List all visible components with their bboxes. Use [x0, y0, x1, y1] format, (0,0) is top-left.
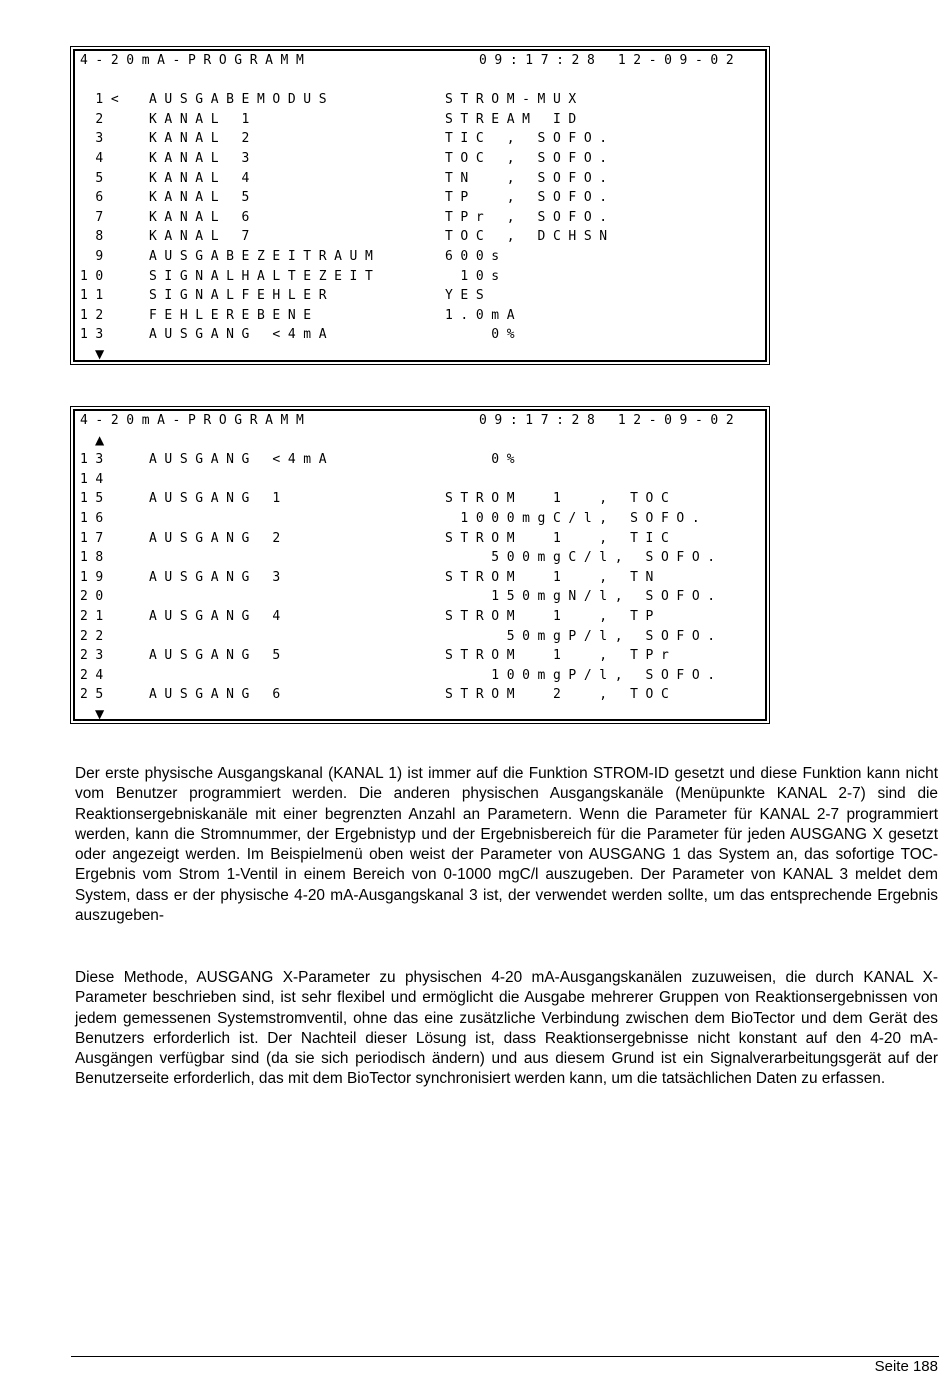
- screen-header: [75, 51, 765, 71]
- menu-row-number: 25: [80, 687, 111, 703]
- menu-row-value: STROM 1 , TPr: [445, 648, 677, 664]
- menu-row[interactable]: [75, 568, 765, 588]
- menu-row-value: 50mgP/l, SOFO.: [445, 628, 723, 644]
- menu-row-value: 600s: [445, 249, 507, 264]
- menu-row-number: 23: [80, 648, 111, 664]
- menu-row-value: 100mgP/l, SOFO.: [445, 667, 723, 683]
- menu-row-value: STROM 2 , TOC: [445, 687, 677, 703]
- menu-row-number: 14: [80, 471, 111, 487]
- menu-row-value: TP , SOFO.: [445, 190, 615, 206]
- menu-row[interactable]: [75, 607, 765, 627]
- menu-row-value: STROM 1 , TIC: [445, 530, 677, 546]
- menu-row-label: KANAL 2: [149, 131, 257, 147]
- menu-row-number: 2: [80, 111, 111, 127]
- menu-row-number: 20: [80, 589, 111, 605]
- menu-row[interactable]: [75, 227, 765, 247]
- footer-divider: [71, 1356, 939, 1357]
- menu-row-number: 12: [80, 307, 111, 323]
- menu-row-label: AUSGABEMODUS: [149, 92, 335, 108]
- menu-row[interactable]: [75, 267, 765, 287]
- menu-row[interactable]: [75, 208, 765, 228]
- menu-row-label: SIGNALFEHLER: [149, 288, 335, 304]
- screen-timestamp: 09:17:28 12-09-02: [479, 413, 742, 428]
- menu-row[interactable]: [75, 685, 765, 705]
- scroll-up-row: [75, 431, 765, 451]
- menu-row-value: STROM-MUX: [445, 92, 584, 108]
- menu-row-number: 5: [80, 170, 111, 186]
- menu-row-label: AUSGANG 5: [149, 648, 288, 664]
- menu-row-number: 22: [80, 628, 111, 644]
- menu-row[interactable]: [75, 306, 765, 326]
- menu-screen-1-frame: [73, 49, 767, 362]
- menu-row-value: 1000mgC/l, SOFO.: [445, 511, 708, 526]
- screen-title: 4-20mA-PROGRAMM: [80, 53, 312, 68]
- menu-row-number: 4: [80, 151, 111, 166]
- menu-row-value: STROM 1 , TN: [445, 569, 661, 585]
- menu-row-value: TOC , SOFO.: [445, 151, 615, 166]
- menu-row-value: TOC , DCHSN: [445, 229, 615, 245]
- menu-row[interactable]: [75, 450, 765, 470]
- menu-row[interactable]: [75, 129, 765, 149]
- menu-row[interactable]: [75, 169, 765, 189]
- screen-header: [75, 411, 765, 431]
- scroll-down-row: [75, 705, 765, 725]
- menu-row-value: TPr , SOFO.: [445, 209, 615, 225]
- menu-row-number: 3: [80, 131, 111, 147]
- menu-row[interactable]: [75, 90, 765, 110]
- menu-row-number: 1<: [80, 92, 127, 108]
- menu-row[interactable]: [75, 110, 765, 130]
- menu-screen-1: [70, 46, 770, 365]
- menu-row[interactable]: [75, 587, 765, 607]
- menu-row-label: FEHLEREBENE: [149, 307, 319, 323]
- page-number: Seite 188: [874, 1358, 938, 1375]
- body-paragraph-1: [75, 764, 938, 926]
- menu-row[interactable]: [75, 666, 765, 686]
- scroll-down-arrow-icon: ▼: [95, 347, 112, 361]
- menu-row-number: 18: [80, 550, 111, 566]
- menu-row-number: 15: [80, 491, 111, 507]
- menu-row-value: STROM 1 , TOC: [445, 491, 677, 507]
- menu-row-label: AUSGANG 1: [149, 491, 288, 507]
- menu-row[interactable]: [75, 627, 765, 647]
- paragraph-text: Diese Methode, AUSGANG X-Parameter zu physischen 4-20 mA-Ausgangskanälen zuzuweisen, die durch KANAL X-Parameter beschrieben sind, ist sehr flexibel und ermöglicht die Ausgabe mehrerer Gruppen von Reaktionsergebnissen von jedem gemessenen Systemstromventil, ohne das eine zusätzliche Verbindung zwischen dem BioTector und dem Gerät des Benutzers erforderlich ist. Der Nachteil dieser Lösung ist, dass Reaktionsergebnisse nicht konstant auf den 4-20 mA-Ausgängen verfügbar sind (da sie sich periodisch ändern) und aus diesem Grund ist ein Signalverarbeitungsgerät auf der Benutzerseite erforderlich, das mit dem BioTector synchronisiert werden kann, um die tatsächlichen Daten zu erfassen.: [75, 969, 938, 1088]
- menu-row-label: AUSGANG <4mA: [149, 452, 335, 468]
- menu-row-label: AUSGANG 2: [149, 530, 288, 546]
- screen-title: 4-20mA-PROGRAMM: [80, 413, 312, 428]
- menu-row-value: 10s: [445, 268, 507, 284]
- body-paragraph-2: [75, 968, 938, 1090]
- menu-row-label: AUSGANG <4mA: [149, 327, 335, 343]
- menu-screen-2: [70, 406, 770, 724]
- menu-row-value: STROM 1 , TP: [445, 609, 661, 624]
- menu-row-value: 0%: [445, 452, 523, 468]
- menu-row[interactable]: [75, 247, 765, 267]
- menu-row-value: 0%: [445, 327, 523, 343]
- menu-screen-2-frame: [73, 409, 767, 721]
- menu-row-label: KANAL 3: [149, 151, 257, 166]
- menu-row-number: 8: [80, 229, 111, 245]
- menu-row-number: 21: [80, 609, 111, 624]
- scroll-up-arrow-icon: ▲: [95, 432, 112, 447]
- menu-row[interactable]: [75, 149, 765, 169]
- menu-row-number: 13: [80, 452, 111, 468]
- menu-row-number: 13: [80, 327, 111, 343]
- menu-row[interactable]: [75, 188, 765, 208]
- menu-row-number: 9: [80, 249, 111, 264]
- menu-row-label: KANAL 1: [149, 111, 257, 127]
- menu-row[interactable]: [75, 286, 765, 306]
- menu-row[interactable]: [75, 509, 765, 529]
- menu-row-label: KANAL 6: [149, 209, 257, 225]
- menu-row-label: AUSGANG 3: [149, 569, 288, 585]
- menu-row[interactable]: [75, 489, 765, 509]
- menu-row-label: KANAL 4: [149, 170, 257, 186]
- menu-row[interactable]: [75, 470, 765, 490]
- menu-row-value: YES: [445, 288, 492, 304]
- menu-row-number: 6: [80, 190, 111, 206]
- menu-row[interactable]: [75, 325, 765, 345]
- menu-row-number: 10: [80, 268, 111, 284]
- menu-row-number: 24: [80, 667, 111, 683]
- scroll-down-arrow-icon: ▼: [95, 707, 112, 721]
- menu-row-label: AUSGANG 4: [149, 609, 288, 624]
- scroll-down-row: [75, 345, 765, 365]
- menu-row-number: 7: [80, 209, 111, 225]
- menu-row-label: KANAL 5: [149, 190, 257, 206]
- menu-row-number: 17: [80, 530, 111, 546]
- paragraph-text: Der erste physische Ausgangskanal (KANAL 1) ist immer auf die Funktion STROM-ID gesetzt und diese Funktion kann nicht vom Benutzer programmiert werden. Die anderen physischen Ausgangskanäle (Menüpunkte KANAL 2-7) sind die Reaktionsergebniskanäle mit einer begrenzten Anzahl an Parametern. Wenn die Parameter für KANAL 2-7 programmiert werden, kann die Stromnummer, der Ergebnistyp und der Ergebnisbereich für die Parameter für jeden AUSGANG X gesetzt oder angezeigt werden. Im Beispielmenü oben weist der Parameter von AUSGANG 1 das System an, das sofortige TOC-Ergebnis vom Strom 1-Ventil in einem Bereich von 0-1000 mgC/l auszugeben. Der Parameter von KANAL 3 meldet dem System, dass er der physische 4-20 mA-Ausgangskanal 3 ist, der verwendet werden sollte, um das entsprechende Ergebnis auszugeben-: [75, 765, 938, 925]
- menu-row-number: 16: [80, 511, 111, 526]
- menu-row-value: 500mgC/l, SOFO.: [445, 550, 723, 566]
- menu-row[interactable]: [75, 529, 765, 549]
- menu-row-value: STREAM ID: [445, 111, 584, 127]
- menu-row-value: TN , SOFO.: [445, 170, 615, 186]
- screen-timestamp: 09:17:28 12-09-02: [479, 53, 742, 68]
- menu-row-label: AUSGABEZEITRAUM: [149, 249, 381, 264]
- menu-row[interactable]: [75, 646, 765, 666]
- menu-row-label: SIGNALHALTEZEIT: [149, 268, 381, 284]
- menu-row-label: KANAL 7: [149, 229, 257, 245]
- menu-row-number: 19: [80, 569, 111, 585]
- menu-row-label: AUSGANG 6: [149, 687, 288, 703]
- menu-row[interactable]: [75, 548, 765, 568]
- menu-row-value: 150mgN/l, SOFO.: [445, 589, 723, 605]
- menu-row-value: 1.0mA: [445, 307, 523, 323]
- menu-row-value: TIC , SOFO.: [445, 131, 615, 147]
- menu-row-number: 11: [80, 288, 111, 304]
